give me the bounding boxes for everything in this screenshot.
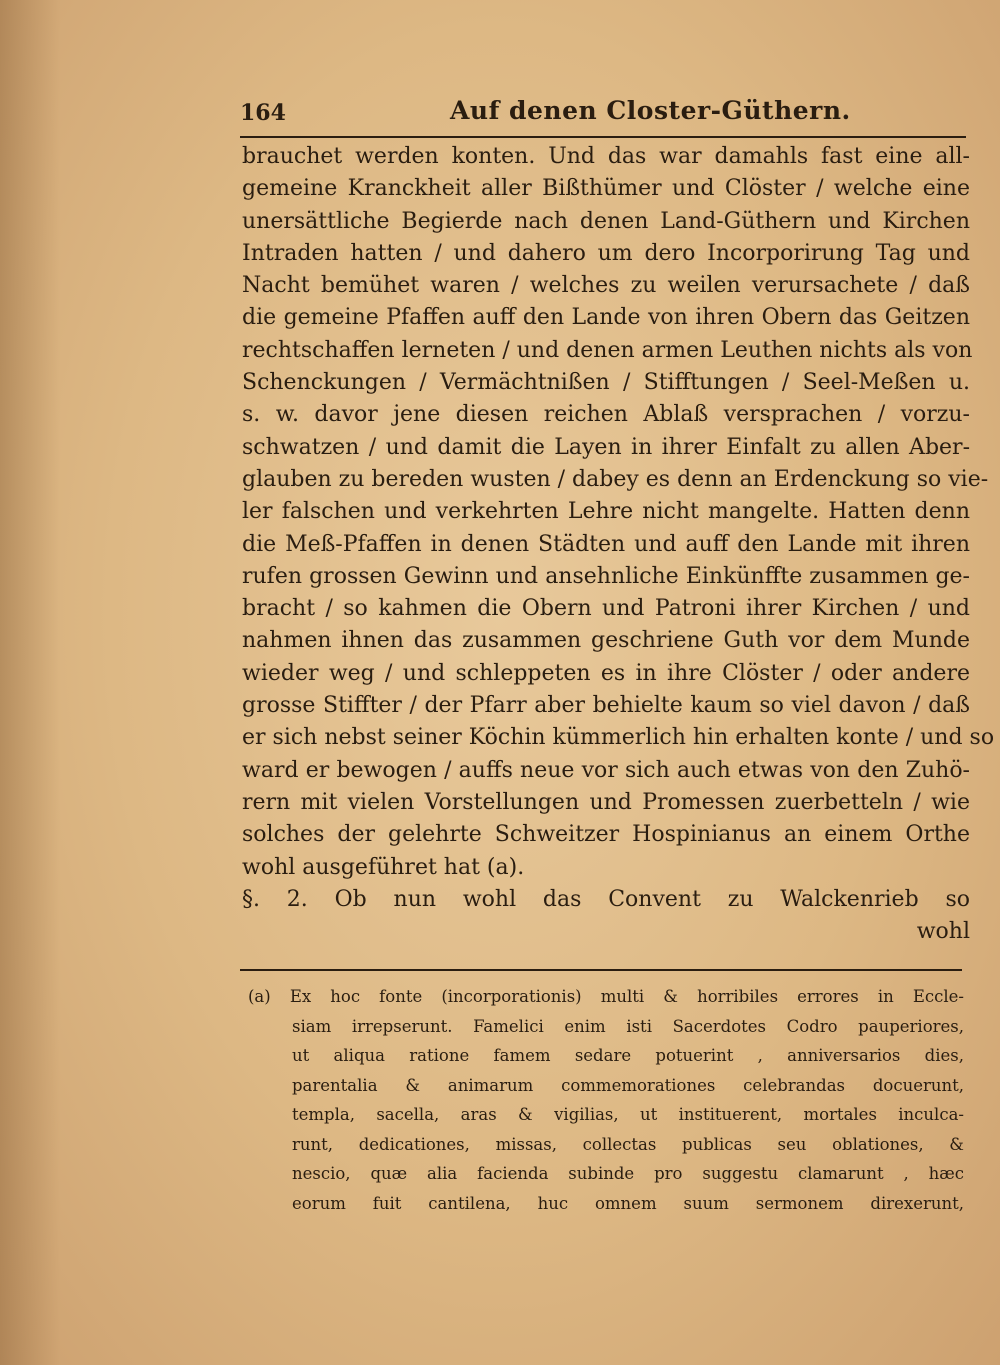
section-heading-line: §. 2. Ob nun wohl das Convent zu Walckenrieb so (242, 886, 970, 912)
text-line: glauben zu bereden wusten / dabey es denn an Erdenckung so vie- (242, 466, 989, 492)
text-line: grosse Stiffter / der Pfarr aber behielte kaum so viel davon / daß (242, 693, 970, 719)
footnote-line: eorum fuit cantilena, huc omnem suum sermonem direxerunt, (292, 1193, 964, 1213)
footnote (248, 982, 964, 1218)
text-line: brauchet werden konten. Und das war damahls fast eine all- (242, 144, 970, 169)
catchword: wohl (916, 919, 970, 945)
text-line: rufen grossen Gewinn und ansehnliche Einkünffte zusammen ge- (242, 563, 970, 589)
footnote-line: parentalia & animarum commemorationes celebrandas docuerunt, (292, 1075, 964, 1095)
footnote-line: nescio, quæ alia facienda subinde pro suggestu clamarunt , hæc (292, 1164, 964, 1183)
footnote-line: ut aliqua ratione famem sedare potuerint , anniversarios dies, (292, 1046, 964, 1065)
text-line: die Meß-Pfaffen in denen Städten und auff den Lande mit ihren (242, 531, 970, 557)
text-line: ward er bewogen / auffs neue vor sich auch etwas von den Zuhö- (242, 757, 970, 783)
text-line: schwatzen / und damit die Layen in ihrer Einfalt zu allen Aber- (242, 434, 970, 460)
text-line: wohl ausgeführet hat (a). (242, 854, 525, 880)
page-header (240, 96, 970, 136)
text-line: Intraden hatten / und dahero um dero Incorporirung Tag und (242, 240, 970, 266)
text-line: nahmen ihnen das zusammen geschriene Guth vor dem Munde (242, 628, 970, 654)
text-line: s. w. davor jene diesen reichen Ablaß versprachen / vorzu- (242, 402, 970, 428)
footnote-line: runt, dedicationes, missas, collectas publicas seu oblationes, & (292, 1134, 964, 1154)
footnote-line: (a) Ex hoc fonte (incorporationis) multi & horribiles errores in Eccle- (248, 987, 964, 1006)
header-rule (240, 136, 966, 138)
text-line: bracht / so kahmen die Obern und Patroni ihrer Kirchen / und (242, 596, 970, 622)
page-number: 164 (240, 100, 286, 126)
text-line: er sich nebst seiner Köchin kümmerlich hin erhalten konte / und so (242, 725, 995, 751)
footnote-line: siam irrepserunt. Famelici enim isti Sacerdotes Codro pauperiores, (292, 1016, 964, 1036)
footnote-line: templa, sacella, aras & vigilias, ut instituerent, mortales inculca- (292, 1105, 964, 1124)
text-line: die gemeine Pfaffen auff den Lande von ihren Obern das Geitzen (242, 305, 970, 331)
text-line: gemeine Kranckheit aller Bißthümer und Clöster / welche eine (242, 176, 970, 202)
text-line: unersättliche Begierde nach denen Land-Güthern und Kirchen (242, 208, 970, 234)
text-line: solches der gelehrte Schweitzer Hospinianus an einem Orthe (242, 822, 970, 848)
footnote-rule (240, 969, 962, 971)
text-line: ler falschen und verkehrten Lehre nicht mangelte. Hatten denn (242, 499, 970, 525)
text-line: rechtschaffen lerneten / und denen armen Leuthen nichts als von (242, 337, 973, 363)
text-line: Nacht bemühet waren / welches zu weilen verursachete / daß (242, 273, 970, 299)
text-line: wieder weg / und schleppeten es in ihre Clöster / oder andere (242, 660, 970, 686)
text-line: rern mit vielen Vorstellungen und Promessen zuerbetteln / wie (242, 789, 970, 815)
main-text (242, 141, 995, 948)
text-line: Schenckungen / Vermächtnißen / Stifftungen / Seel-Meßen u. (242, 370, 970, 396)
running-head: Auf denen Closter-Güthern. (450, 96, 851, 125)
